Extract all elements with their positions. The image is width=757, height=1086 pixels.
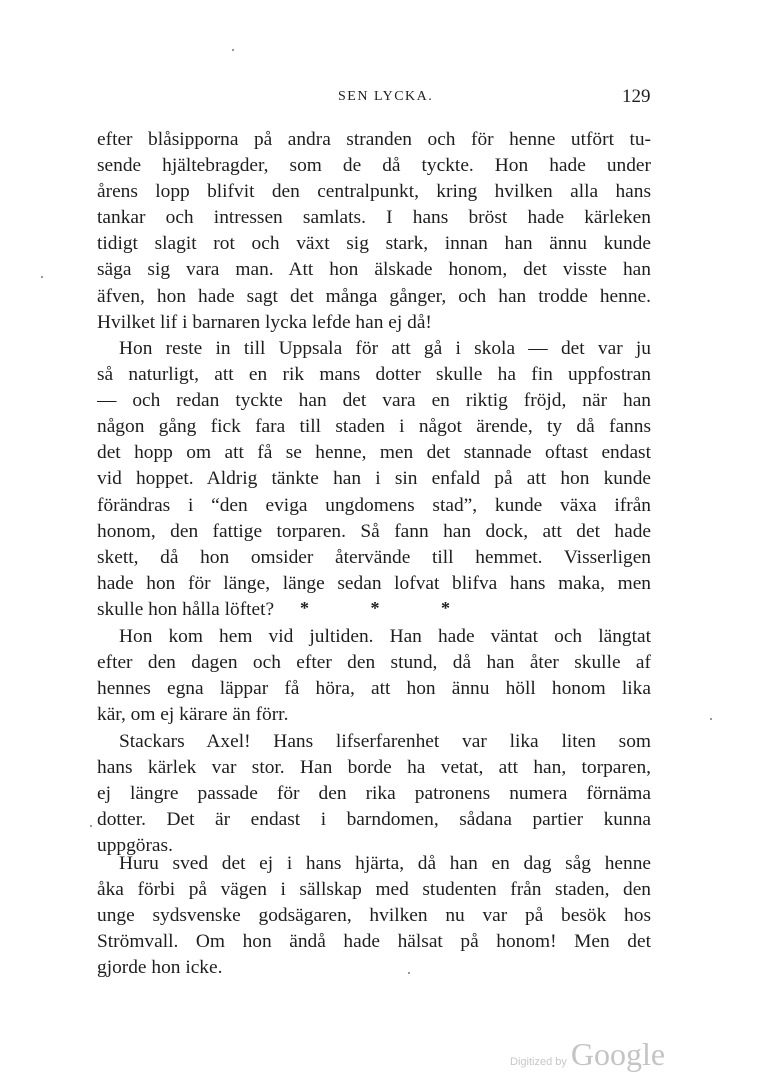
text-line: Huru sved det ej i hans hjärta, då han en dag såg henne (119, 853, 651, 874)
text-line: uppgöras. (97, 835, 173, 857)
text-line: förändras i “den eviga ungdomens stad”, kunde växa ifrån (97, 494, 651, 516)
paragraph-1 (97, 127, 651, 336)
text-line: någon gång fick fara till staden i något ärende, ty då fanns (97, 416, 651, 438)
text-line: Strömvall. Om hon ändå hade hälsat på honom! Men det (97, 931, 651, 953)
text-line: det hopp om att få se henne, men det stannade oftast endast (97, 442, 651, 464)
text-line: hennes egna läppar få höra, att hon ännu höll honom lika (97, 678, 651, 700)
text-line: skett, då hon omsider återvände till hemmet. Visserligen (97, 546, 651, 568)
text-line: Hon reste in till Uppsala för att gå i skola — det var ju (119, 338, 651, 359)
digitized-by-watermark (510, 1036, 665, 1073)
section-break (300, 598, 450, 619)
watermark-prefix: Digitized by (510, 1056, 567, 1068)
text-line: tankar och intressen samlats. I hans bröst hade kärleken (97, 207, 651, 229)
text-line: skulle hon hålla löftet? (97, 598, 275, 620)
text-line: gjorde hon icke. (97, 957, 223, 979)
text-line: ej längre passade för den rika patronens numera förnäma (97, 783, 651, 805)
section-break-asterisk: * (370, 598, 380, 618)
text-line: Hon kom hem vid jultiden. Han hade väntat och längtat (119, 626, 651, 647)
running-header-title: SEN LYCKA. (338, 89, 434, 104)
scan-speck (710, 718, 712, 720)
text-line: åka förbi på vägen i sällskap med studenten från staden, den (97, 879, 651, 901)
text-line: sende hjältebragder, som de då tyckte. Hon hade under (97, 155, 651, 177)
text-line: kär, om ej kärare än förr. (97, 704, 289, 726)
text-line: honom, den fattige torparen. Så fann han dock, att det hade (97, 520, 651, 542)
text-line: äfven, hon hade sagt det många gånger, och han trodde henne. (97, 285, 651, 307)
paragraph-2 (97, 336, 651, 623)
scan-speck (41, 276, 43, 278)
scan-speck (408, 972, 410, 974)
text-line: hans kärlek var stor. Han borde ha vetat, att han, torparen, (97, 757, 651, 779)
paragraph-4 (97, 729, 651, 859)
text-line: efter den dagen och efter den stund, då han åter skulle af (97, 652, 651, 674)
google-logo: Google (570, 1036, 666, 1072)
scan-speck (232, 49, 234, 51)
scan-speck (90, 825, 92, 827)
text-line: Hvilket lif i barnaren lycka lefde han ej då! (97, 311, 432, 333)
text-line: så naturligt, att en rik mans dotter skulle ha fin uppfostran (97, 364, 651, 386)
text-line: vid hoppet. Aldrig tänkte han i sin enfald på att hon kunde (97, 468, 651, 490)
text-line: hade hon för länge, länge sedan lofvat blifva hans maka, men (97, 572, 651, 594)
text-line: efter blåsipporna på andra stranden och för henne utfört tu- (97, 129, 651, 150)
text-line: årens lopp blifvit den centralpunkt, kring hvilken alla hans (97, 181, 651, 203)
text-line: unge sydsvenske godsägaren, hvilken nu var på besök hos (97, 905, 651, 927)
text-line: säga sig vara man. Att hon älskade honom, det visste han (97, 259, 651, 281)
section-break-asterisk: * (300, 598, 309, 618)
text-line: Stackars Axel! Hans lifserfarenhet var lika liten som (119, 731, 651, 752)
paragraph-3 (97, 624, 651, 728)
page-number: 129 (622, 86, 651, 107)
text-line: dotter. Det är endast i barndomen, sådana partier kunna (97, 809, 651, 831)
section-break-asterisk: * (441, 598, 450, 618)
paragraph-5 (97, 851, 651, 981)
text-line: — och redan tyckte han det vara en riktig fröjd, när han (97, 390, 651, 412)
text-line: tidigt slagit rot och växt sig stark, innan han ännu kunde (97, 233, 651, 255)
